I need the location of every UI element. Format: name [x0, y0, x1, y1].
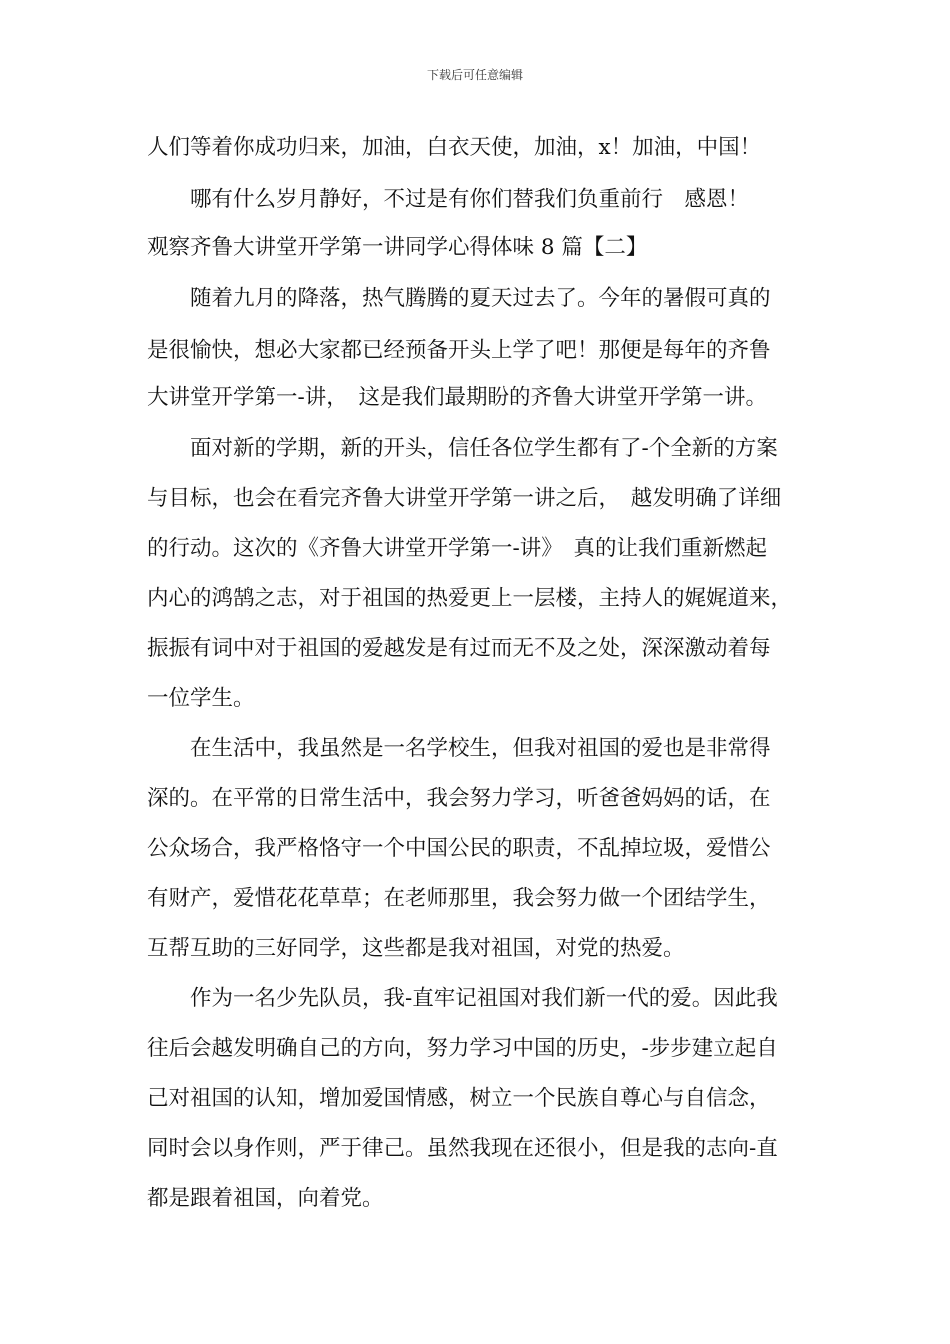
section-heading: 观察齐鲁大讲堂开学第一讲同学心得体味 8 篇【二】 [147, 235, 648, 260]
text-line: 互帮互助的三好同学，这些都是我对祖国，对党的热爱。 [147, 936, 685, 961]
text-line: 同时会以身作则，严于律己。虽然我现在还很小，但是我的志向-直 [147, 1136, 778, 1161]
text-line: 的行动。这次的《齐鲁大讲堂开学第一-讲》 真的让我们重新燃起 [147, 536, 768, 561]
text-line: 一位学生。 [147, 686, 255, 711]
text-line: 是很愉快，想必大家都已经预备开头上学了吧！那便是每年的齐鲁 [147, 338, 771, 363]
text-line: 内心的鸿鹄之志，对于祖国的热爱更上一层楼，主持人的娓娓道来， [147, 586, 793, 611]
text-line: 深的。在平常的日常生活中，我会努力学习，听爸爸妈妈的话，在 [147, 786, 771, 811]
text-line: 己对祖国的认知，增加爱国情感，树立一个民族自尊心与自信念， [147, 1086, 771, 1111]
text-line: 往后会越发明确自己的方向，努力学习中国的历史，-步步建立起自 [147, 1036, 778, 1061]
text-line: 哪有什么岁月静好，不过是有你们替我们负重前行 感恩！ [190, 187, 750, 212]
paragraph-first-line: 随着九月的降落，热气腾腾的夏天过去了。今年的暑假可真的 [190, 286, 771, 311]
text-line: 有财产，爱惜花花草草；在老师那里，我会努力做一个团结学生， [147, 886, 771, 911]
text-line: 人们等着你成功归来，加油，白衣天使，加油，x！加油，中国！ [147, 135, 762, 160]
paragraph-first-line: 面对新的学期，新的开头，信任各位学生都有了-个全新的方案 [190, 436, 778, 461]
paragraph-first-line: 在生活中，我虽然是一名学校生，但我对祖国的爱也是非常得 [190, 736, 771, 761]
page-header: 下载后可任意编辑 [426, 68, 523, 82]
paragraph-first-line: 作为一名少先队员，我-直牢记祖国对我们新一代的爱。因此我 [190, 986, 778, 1011]
text-line: 都是跟着祖国，向着党。 [147, 1186, 384, 1211]
text-line: 与目标，也会在看完齐鲁大讲堂开学第一讲之后， 越发明确了详细 [147, 486, 782, 511]
text-line: 大讲堂开学第一-讲， 这是我们最期盼的齐鲁大讲堂开学第一讲。 [147, 385, 768, 410]
text-line: 振振有词中对于祖国的爱越发是有过而无不及之处，深深激动着每 [147, 636, 771, 661]
text-line: 公众场合，我严格恪守一个中国公民的职责，不乱掉垃圾，爱惜公 [147, 836, 771, 861]
